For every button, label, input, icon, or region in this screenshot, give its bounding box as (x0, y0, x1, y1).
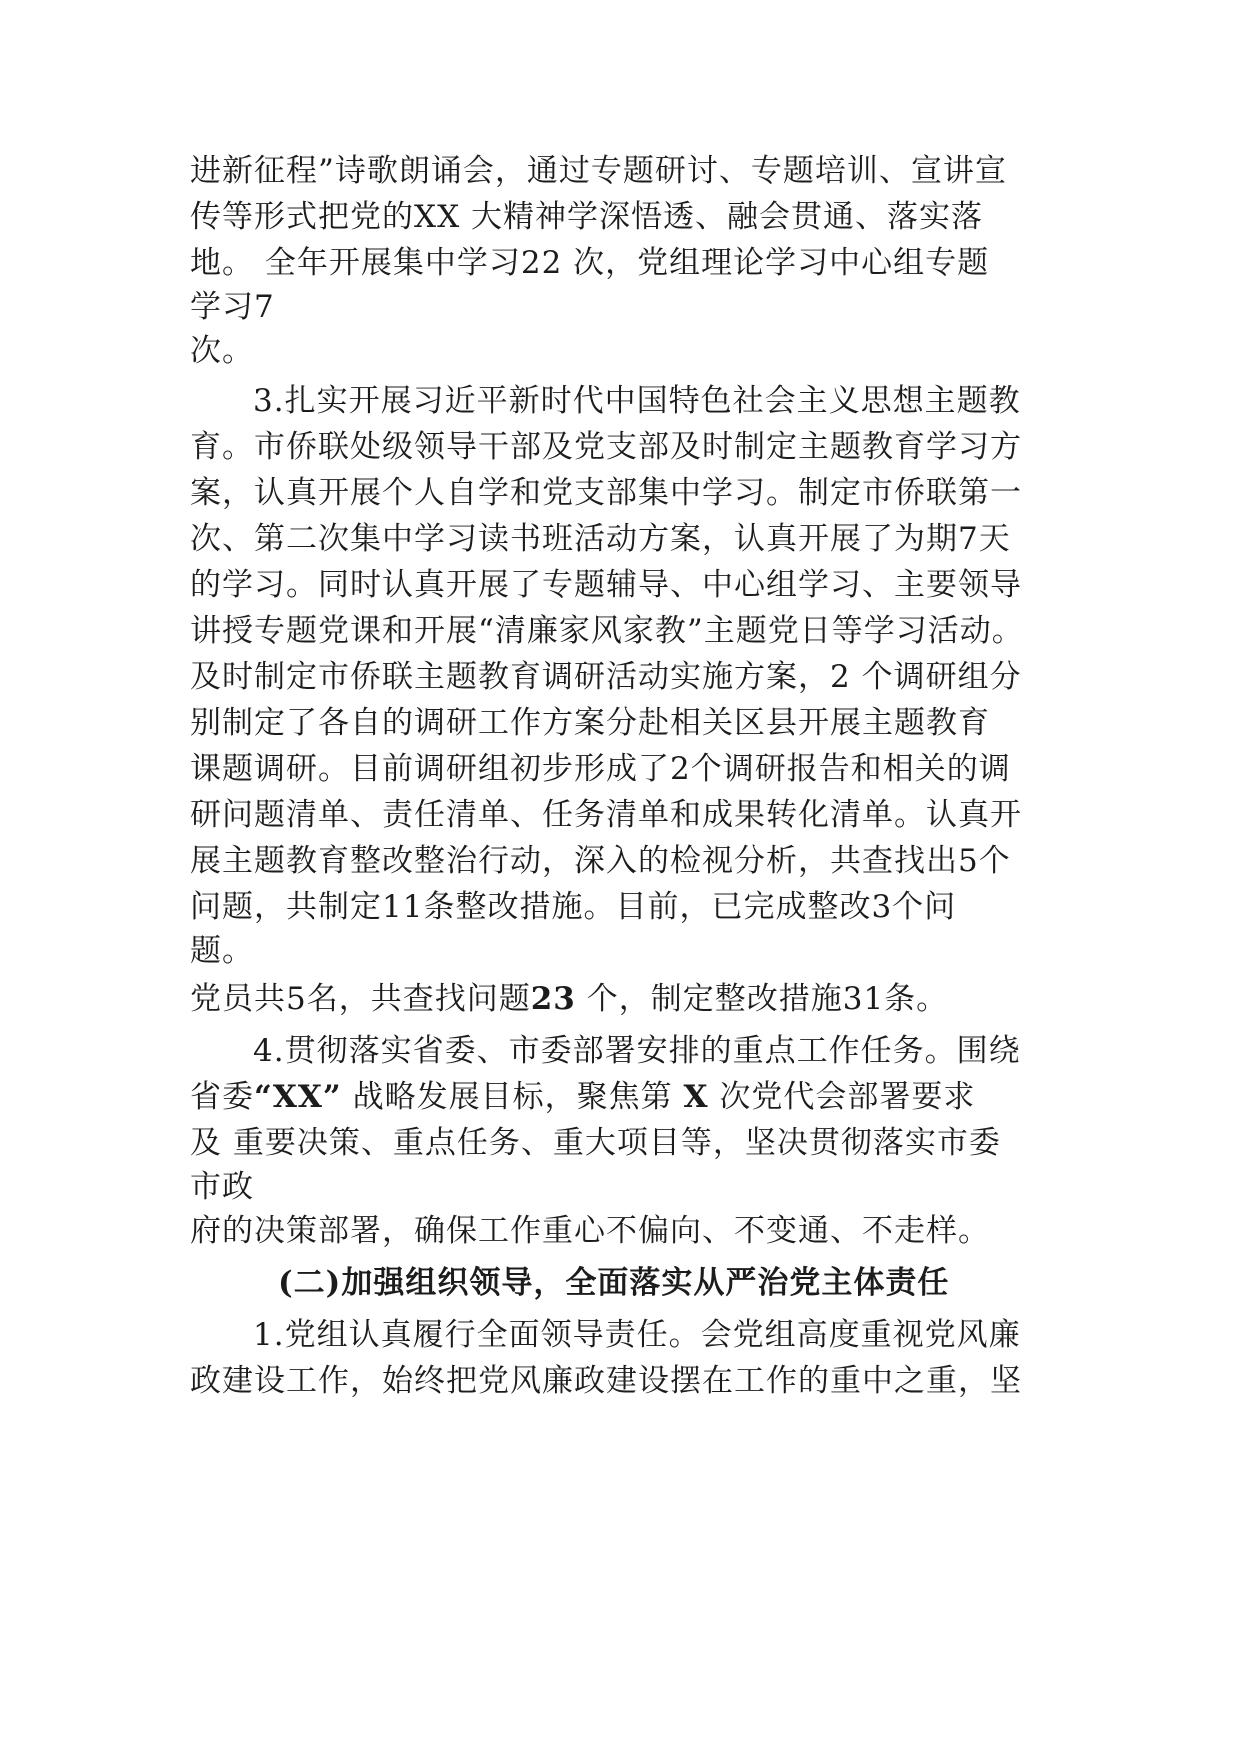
text-line: 府的决策部署，确保工作重心不偏向、不变通、不走样。 (190, 1213, 990, 1249)
text-line: 市政 (190, 1169, 254, 1205)
text-span: 个，制定整改措施31条。 (575, 981, 949, 1017)
congress-number: X (683, 1079, 709, 1115)
text-line: 次。 (190, 333, 254, 369)
text-line: 案，认真开展个人自学和党支部集中学习。制定市侨联第一 (190, 475, 1022, 511)
text-span: 省委 (190, 1079, 254, 1115)
strategy-name: “XX” (254, 1079, 342, 1115)
text-span: 战略发展目标，聚焦第 (341, 1079, 684, 1115)
text-line: 研问题清单、责任清单、任务清单和成果转化清单。认真开 (190, 797, 1022, 833)
text-span: 次党代会部署要求 (708, 1079, 976, 1115)
text-line: 1.党组认真履行全面领导责任。会党组高度重视党风廉 (253, 1317, 1021, 1353)
text-line: 展主题教育整改整治行动，深入的检视分析，共查找出5个 (190, 843, 1011, 879)
section-heading: (二)加强组织领导，全面落实从严治党主体责任 (278, 1265, 950, 1301)
text-line: 进新征程”诗歌朗诵会，通过专题研讨、专题培训、宣讲宣 (190, 153, 1007, 189)
text-line: 及时制定市侨联主题教育调研活动实施方案，2 个调研组分 (190, 659, 1022, 695)
text-line: 题。 (190, 933, 254, 969)
text-line: 次、第二次集中学习读书班活动方案，认真开展了为期7天 (190, 521, 1011, 557)
text-line: 传等形式把党的XX 大精神学深悟透、融会贯通、落实落 (190, 199, 983, 235)
item-3-heading-line: 3.扎实开展习近平新时代中国特色社会主义思想主题教 (253, 383, 1021, 419)
text-line: 别制定了各自的调研工作方案分赴相关区县开展主题教育 (190, 705, 990, 741)
text-line: 及 重要决策、重点任务、重大项目等，坚决贯彻落实市委 (190, 1125, 1001, 1161)
text-line: 问题，共制定11条整改措施。目前，已完成整改3个问 (190, 889, 957, 925)
item-4-line (190, 1076, 975, 1118)
text-line: 学习7 (190, 289, 275, 325)
text-line: 的学习。同时认真开展了专题辅导、中心组学习、主要领导 (190, 567, 1022, 603)
text-line: 政建设工作，始终把党风廉政建设摆在工作的重中之重，坚 (190, 1363, 1022, 1399)
text-line: 课题调研。目前调研组初步形成了2个调研报告和相关的调 (190, 751, 1011, 787)
item-4-heading-line: 4.贯彻落实省委、市委部署安排的重点工作任务。围绕 (253, 1033, 1021, 1069)
party-members-line (190, 978, 948, 1020)
text-line: 讲授专题党课和开展“清廉家风家教”主题党日等学习活动。 (190, 613, 1024, 649)
text-line: 地。 全年开展集中学习22 次，党组理论学习中心组专题 (190, 245, 990, 281)
text-span: 党员共5名，共查找问题 (190, 981, 531, 1017)
text-line: 育。市侨联处级领导干部及党支部及时制定主题教育学习方 (190, 429, 1022, 465)
issue-count: 23 (530, 981, 576, 1017)
